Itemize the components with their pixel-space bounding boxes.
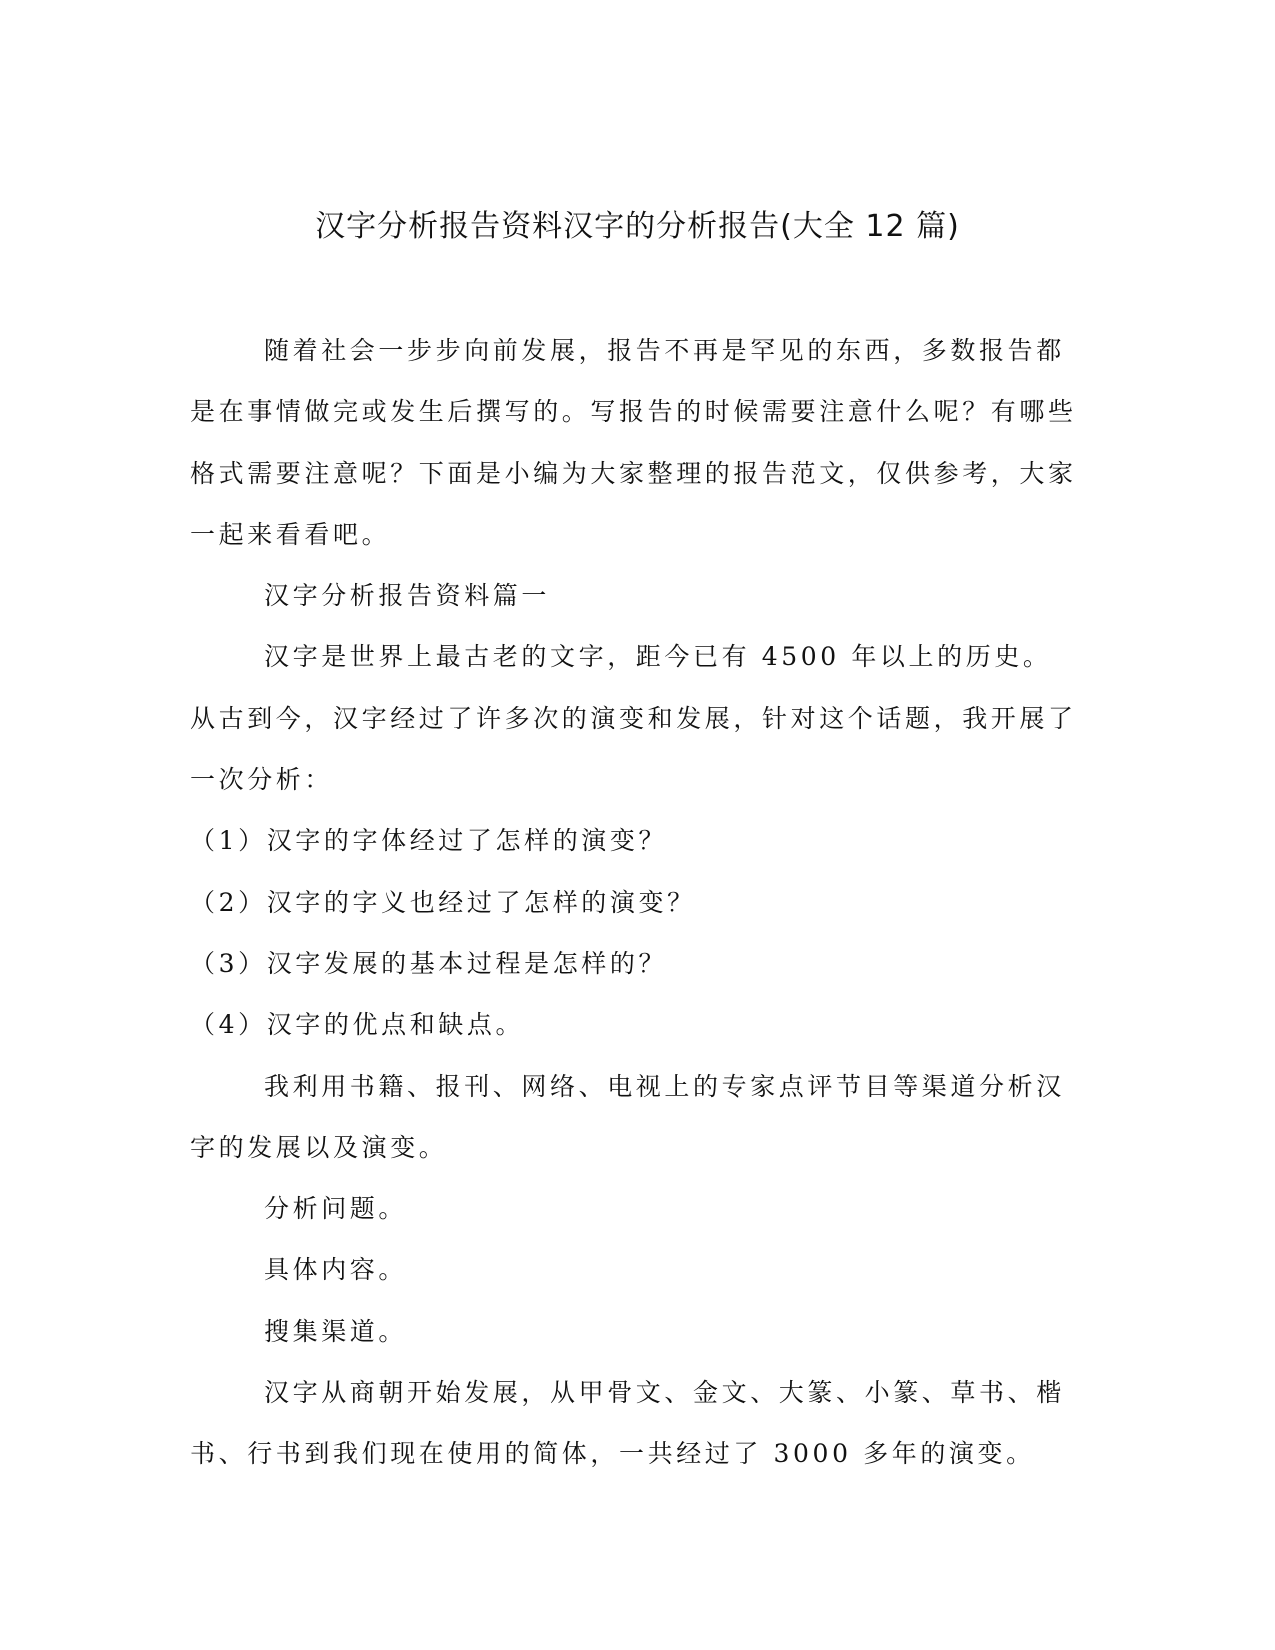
body-paragraph: 汉字从商朝开始发展，从甲骨文、金文、大篆、小篆、草书、楷书、行书到我们现在使用的简体，一共经过了 3000 多年的演变。 [190, 1378, 1065, 1469]
document-body [190, 320, 1080, 1485]
body-paragraph: 汉字是世界上最古老的文字，距今已有 4500 年以上的历史。从古到今，汉字经过了许多次的演变和发展，针对这个话题，我开展了一次分析： [190, 642, 1077, 795]
question-item: （1）汉字的字体经过了怎样的演变？ [190, 826, 668, 856]
body-paragraph: 我利用书籍、报刊、网络、电视上的专家点评节目等渠道分析汉字的发展以及演变。 [190, 1071, 1065, 1162]
section-heading: 汉字分析报告资料篇一 [264, 581, 551, 611]
question-item: （2）汉字的字义也经过了怎样的演变？ [190, 887, 696, 917]
question-item: （3）汉字发展的基本过程是怎样的？ [190, 948, 668, 978]
body-paragraph: 具体内容。 [264, 1255, 408, 1285]
document-title: 汉字分析报告资料汉字的分析报告(大全 12 篇) [315, 209, 960, 244]
question-item: （4）汉字的优点和缺点。 [190, 1010, 525, 1040]
body-paragraph: 分析问题。 [264, 1194, 408, 1224]
body-paragraph: 搜集渠道。 [264, 1316, 408, 1346]
intro-paragraph: 随着社会一步步向前发展，报告不再是罕见的东西，多数报告都是在事情做完或发生后撰写的。写报告的时候需要注意什么呢？有哪些格式需要注意呢？下面是小编为大家整理的报告范文，仅供参考，大家一起来看看吧。 [190, 336, 1077, 549]
